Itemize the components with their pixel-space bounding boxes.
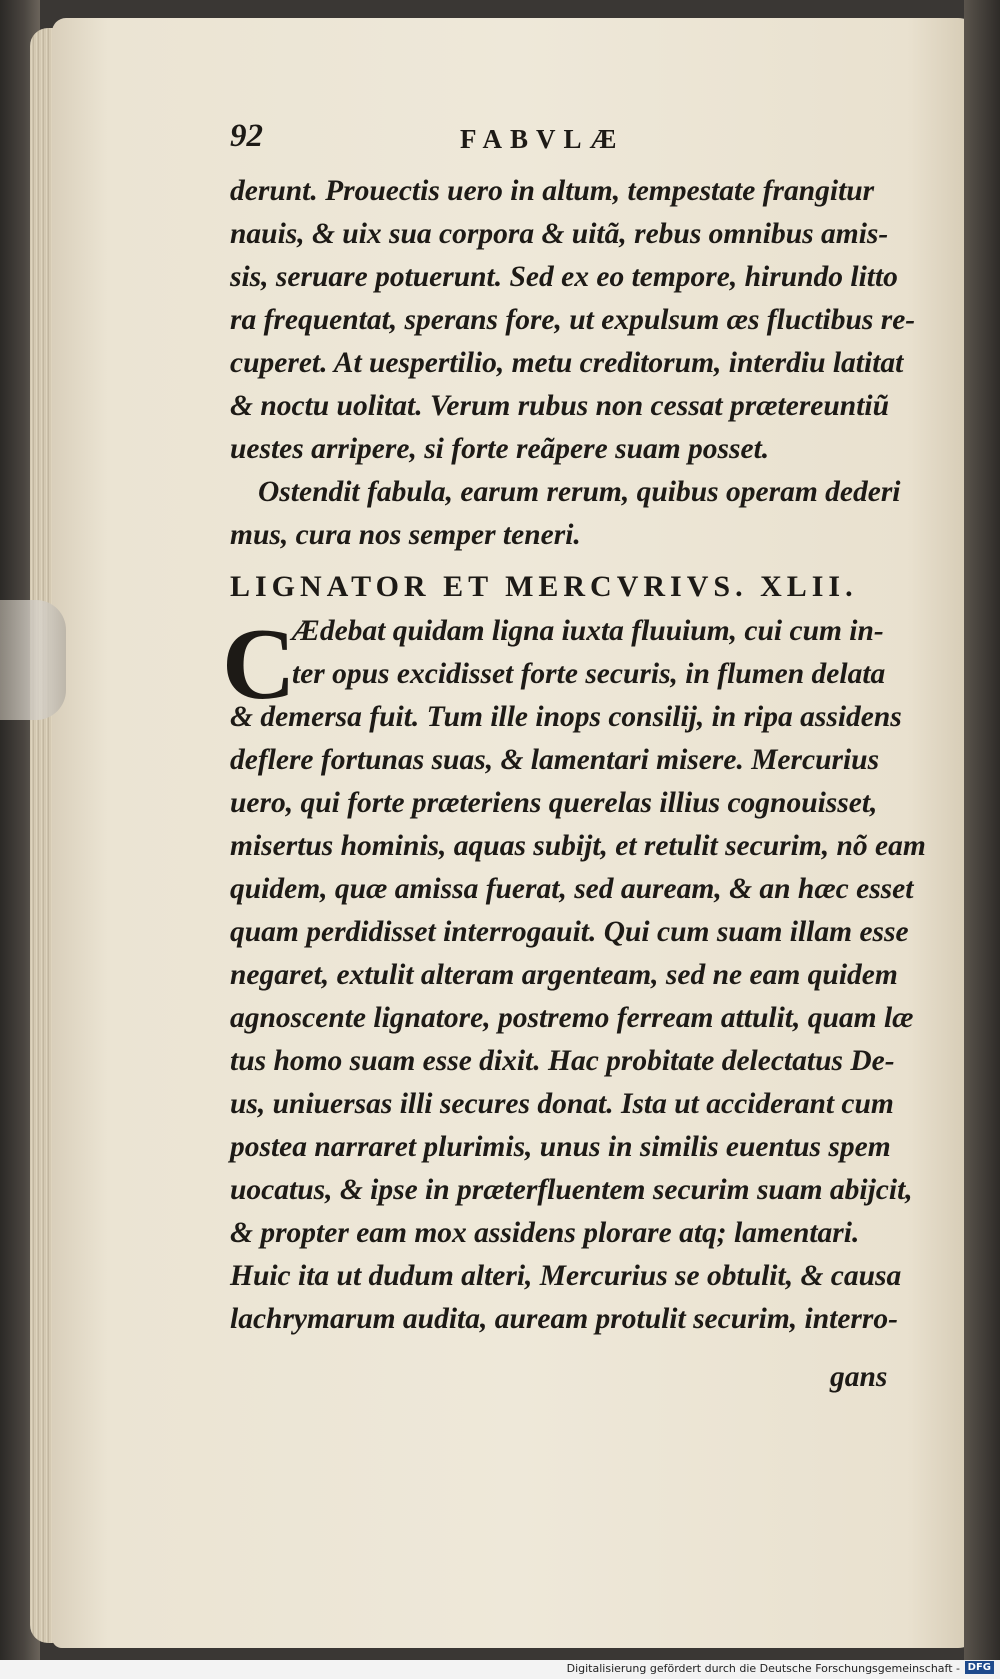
text-line: nauis, & uix sua corpora & uitã, rebus omnibus amis-: [230, 218, 889, 250]
text-line: derunt. Prouectis uero in altum, tempestate frangitur: [230, 175, 875, 207]
text-line: lachrymarum audita, auream protulit securim, interro-: [230, 1303, 898, 1335]
moral-line: Ostendit fabula, earum rerum, quibus operam dederi: [258, 476, 901, 508]
catchword: gans: [830, 1361, 888, 1393]
text-line: agnoscente lignatore, postremo ferream attulit, quam læ: [230, 1002, 914, 1034]
text-line: quidem, quæ amissa fuerat, sed auream, & an hæc esset: [230, 873, 914, 905]
text-line: sis, seruare potuerunt. Sed ex eo tempore, hirundo litto: [230, 261, 898, 293]
text-line: negaret, extulit alteram argenteam, sed ne eam quidem: [230, 959, 898, 991]
moral-line: mus, cura nos semper teneri.: [230, 519, 581, 551]
text-line: Ædebat quidam ligna iuxta fluuium, cui cum in-: [292, 615, 884, 647]
fable-title: LIGNATOR ET MERCVRIVS. XLII.: [230, 570, 858, 603]
text-line: & propter eam mox assidens plorare atq; lamentari.: [230, 1217, 860, 1249]
text-line: tus homo suam esse dixit. Hac probitate delectatus De-: [230, 1045, 895, 1077]
text-line: us, uniuersas illi secures donat. Ista ut acciderant cum: [230, 1088, 894, 1120]
page-clip: [0, 600, 66, 720]
text-line: postea narraret plurimis, unus in similis euentus spem: [230, 1131, 891, 1163]
text-line: misertus hominis, aquas subijt, et retulit securim, nõ eam: [230, 830, 926, 862]
fable-body: [222, 608, 930, 1415]
page-header: [230, 118, 930, 158]
text-line: ra frequentat, sperans fore, ut expulsum æs fluctibus re-: [230, 304, 916, 336]
book-cover-right: [964, 0, 1000, 1660]
page-number: 92: [230, 118, 263, 154]
digitization-credit: Digitalisierung gefördert durch die Deutsche Forschungsgemeinschaft -: [566, 1662, 960, 1675]
text-line: & noctu uolitat. Verum rubus non cessat prætereuntiũ: [230, 390, 890, 422]
text-line: uestes arripere, si forte reãpere suam posset.: [230, 433, 770, 465]
drop-cap: C: [222, 608, 296, 721]
text-line: uocatus, & ipse in præterfluentem securim suam abijcit,: [230, 1174, 913, 1206]
text-line: deflere fortunas suas, & lamentari misere. Mercurius: [230, 744, 880, 776]
text-line: cuperet. At uespertilio, metu creditorum, interdiu latitat: [230, 347, 904, 379]
text-line: uero, qui forte præteriens querelas illius cognouisset,: [230, 787, 878, 819]
text-line: & demersa fuit. Tum ille inops consilij, in ripa assidens: [230, 701, 902, 733]
running-head: FABVLÆ: [460, 124, 625, 154]
text-line: Huic ita ut dudum alteri, Mercurius se obtulit, & causa: [230, 1260, 902, 1292]
text-line: ter opus excidisset forte securis, in flumen delata: [292, 658, 886, 690]
text-line: quam perdidisset interrogauit. Qui cum suam illam esse: [230, 916, 909, 948]
dfg-logo: DFG: [965, 1661, 994, 1674]
